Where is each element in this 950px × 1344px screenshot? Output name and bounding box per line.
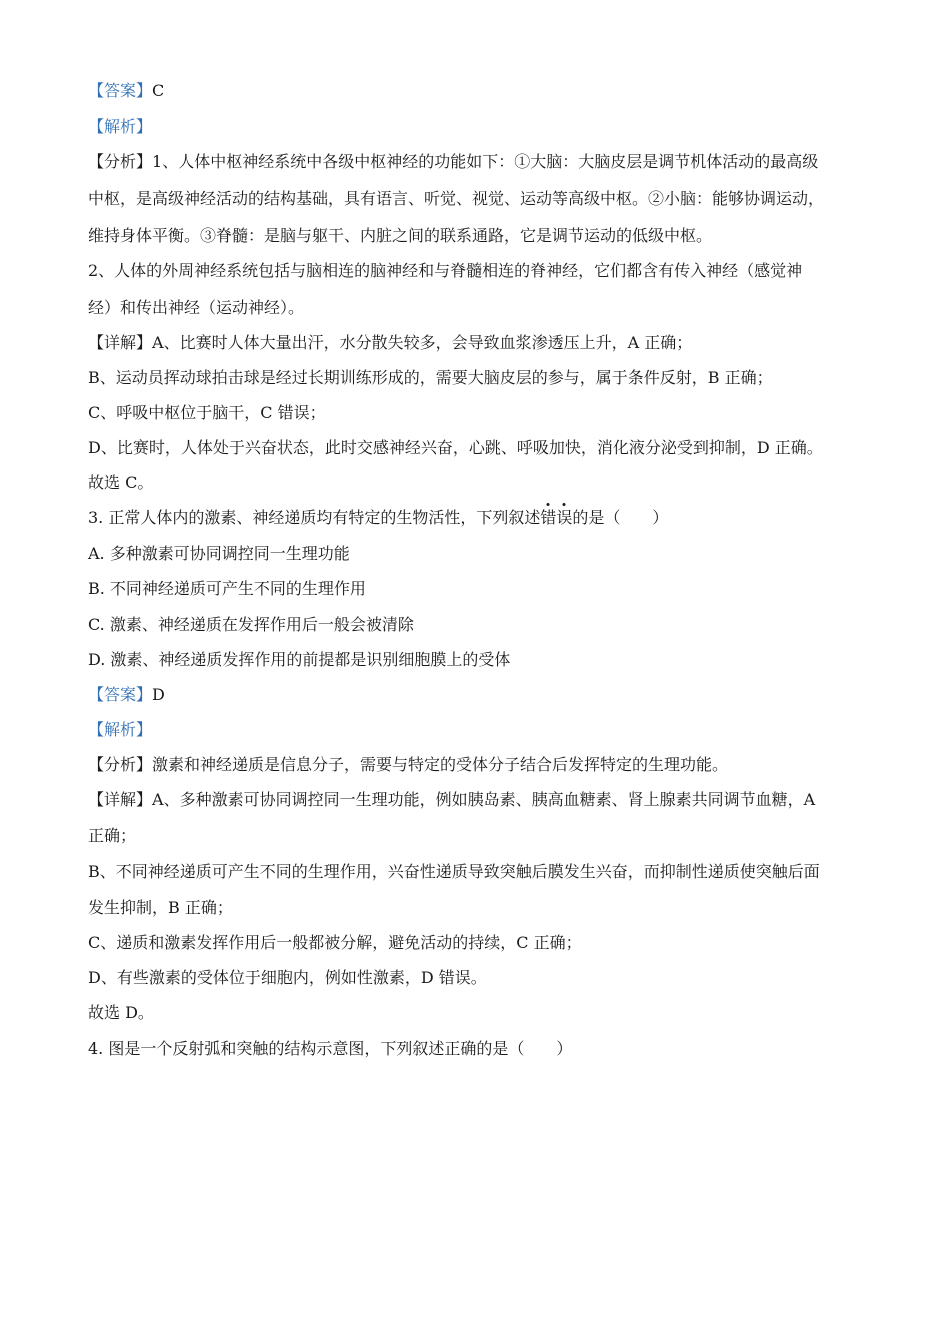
q2-detail-d <box>88 437 863 459</box>
emphasized-char: 误 <box>556 508 573 527</box>
detail-text: B、运动员挥动球拍击球是经过长期训练形成的，需要大脑皮层的参与，属于条件反射，B 正确； <box>88 368 773 387</box>
fenxi-text: 2、人体的外周神经系统包括与脑相连的脑神经和与脊髓相连的脊神经，它们都含有传入神经（感觉神 <box>88 261 803 280</box>
q3-answer-line <box>88 684 863 706</box>
q2-fenxi-line-2 <box>88 188 863 210</box>
q3-detail-b-line-1 <box>88 861 863 883</box>
q2-analysis-heading <box>88 116 863 138</box>
q3-option-c <box>88 614 863 636</box>
detail-text: A、多种激素可协同调控同一生理功能，例如胰岛素、胰高血糖素、肾上腺素共同调节血糖，A <box>152 790 816 809</box>
detail-text: D、比赛时，人体处于兴奋状态，此时交感神经兴奋，心跳、呼吸加快，消化液分泌受到抑制，D 正确。 <box>88 438 823 457</box>
fenxi-text: 1、人体中枢神经系统中各级中枢神经的功能如下：①大脑：大脑皮层是调节机体活动的最高级 <box>152 152 819 171</box>
option-text: B. 不同神经递质可产生不同的生理作用 <box>88 579 366 598</box>
fenxi-tag: 【分析】 <box>88 152 153 171</box>
q3-detail-a-line-2 <box>88 825 863 847</box>
detail-text: C、呼吸中枢位于脑干，C 错误； <box>88 403 326 422</box>
fenxi-text: 中枢，是高级神经活动的结构基础，具有语言、听觉、视觉、运动等高级中枢。②小脑：能够协调运动， <box>88 189 825 208</box>
answer-tag: 【答案】 <box>88 685 153 704</box>
fenxi-text: 维持身体平衡。③脊髓：是脑与躯干、内脏之间的联系通路，它是调节运动的低级中枢。 <box>88 226 713 245</box>
q3-detail-a-line-1 <box>88 789 863 811</box>
q3-detail-b-line-2 <box>88 897 863 919</box>
detail-text: 发生抑制，B 正确； <box>88 898 233 917</box>
option-text: A. 多种激素可协同调控同一生理功能 <box>88 544 350 563</box>
detail-text: A、比赛时人体大量出汗，水分散失较多，会导致血浆渗透压上升，A 正确； <box>152 333 693 352</box>
fenxi-tag: 【分析】 <box>88 755 153 774</box>
q3-option-d <box>88 649 863 671</box>
detail-tag: 【详解】 <box>88 790 153 809</box>
q2-detail-a <box>88 332 863 354</box>
detail-text: 正确； <box>88 826 137 845</box>
option-text: C. 激素、神经递质在发挥作用后一般会被清除 <box>88 615 414 634</box>
q2-answer-line <box>88 80 863 102</box>
detail-text: D、有些激素的受体位于细胞内，例如性激素，D 错误。 <box>88 968 487 987</box>
answer-tag: 【答案】 <box>88 81 153 100</box>
answer-value: C <box>152 81 165 100</box>
conclusion-text: 故选 C。 <box>88 473 154 492</box>
fenxi-text: 经）和传出神经（运动神经）。 <box>88 298 305 317</box>
q3-option-a <box>88 543 863 565</box>
q3-conclusion <box>88 1002 863 1024</box>
question-stem-end: 的是（ ） <box>572 508 669 527</box>
q2-fenxi-line-4 <box>88 260 863 282</box>
detail-text: C、递质和激素发挥作用后一般都被分解，避免活动的持续，C 正确； <box>88 933 582 952</box>
analysis-tag: 【解析】 <box>88 720 153 739</box>
answer-value: D <box>152 685 165 704</box>
q2-fenxi-line-1 <box>88 151 863 173</box>
analysis-tag: 【解析】 <box>88 117 153 136</box>
question-stem: 4. 图是一个反射弧和突触的结构示意图，下列叙述正确的是（ ） <box>88 1039 573 1058</box>
emphasized-char: 错 <box>540 508 557 527</box>
q3-detail-c <box>88 932 863 954</box>
q2-conclusion <box>88 472 863 494</box>
q2-fenxi-line-5 <box>88 297 863 319</box>
q2-fenxi-line-3 <box>88 225 863 247</box>
fenxi-text: 激素和神经递质是信息分子，需要与特定的受体分子结合后发挥特定的生理功能。 <box>152 755 729 774</box>
q3-detail-d <box>88 967 863 989</box>
q3-stem <box>88 507 863 529</box>
detail-tag: 【详解】 <box>88 333 153 352</box>
detail-text: B、不同神经递质可产生不同的生理作用，兴奋性递质导致突触后膜发生兴奋，而抑制性递质使突触后面 <box>88 862 820 881</box>
conclusion-text: 故选 D。 <box>88 1003 154 1022</box>
q3-fenxi <box>88 754 863 776</box>
q4-stem <box>88 1038 863 1060</box>
q3-analysis-heading <box>88 719 863 741</box>
q2-detail-b <box>88 367 863 389</box>
question-stem: 3. 正常人体内的激素、神经递质均有特定的生物活性，下列叙述 <box>88 508 541 527</box>
q2-detail-c <box>88 402 863 424</box>
q3-option-b <box>88 578 863 600</box>
option-text: D. 激素、神经递质发挥作用的前提都是识别细胞膜上的受体 <box>88 650 511 669</box>
